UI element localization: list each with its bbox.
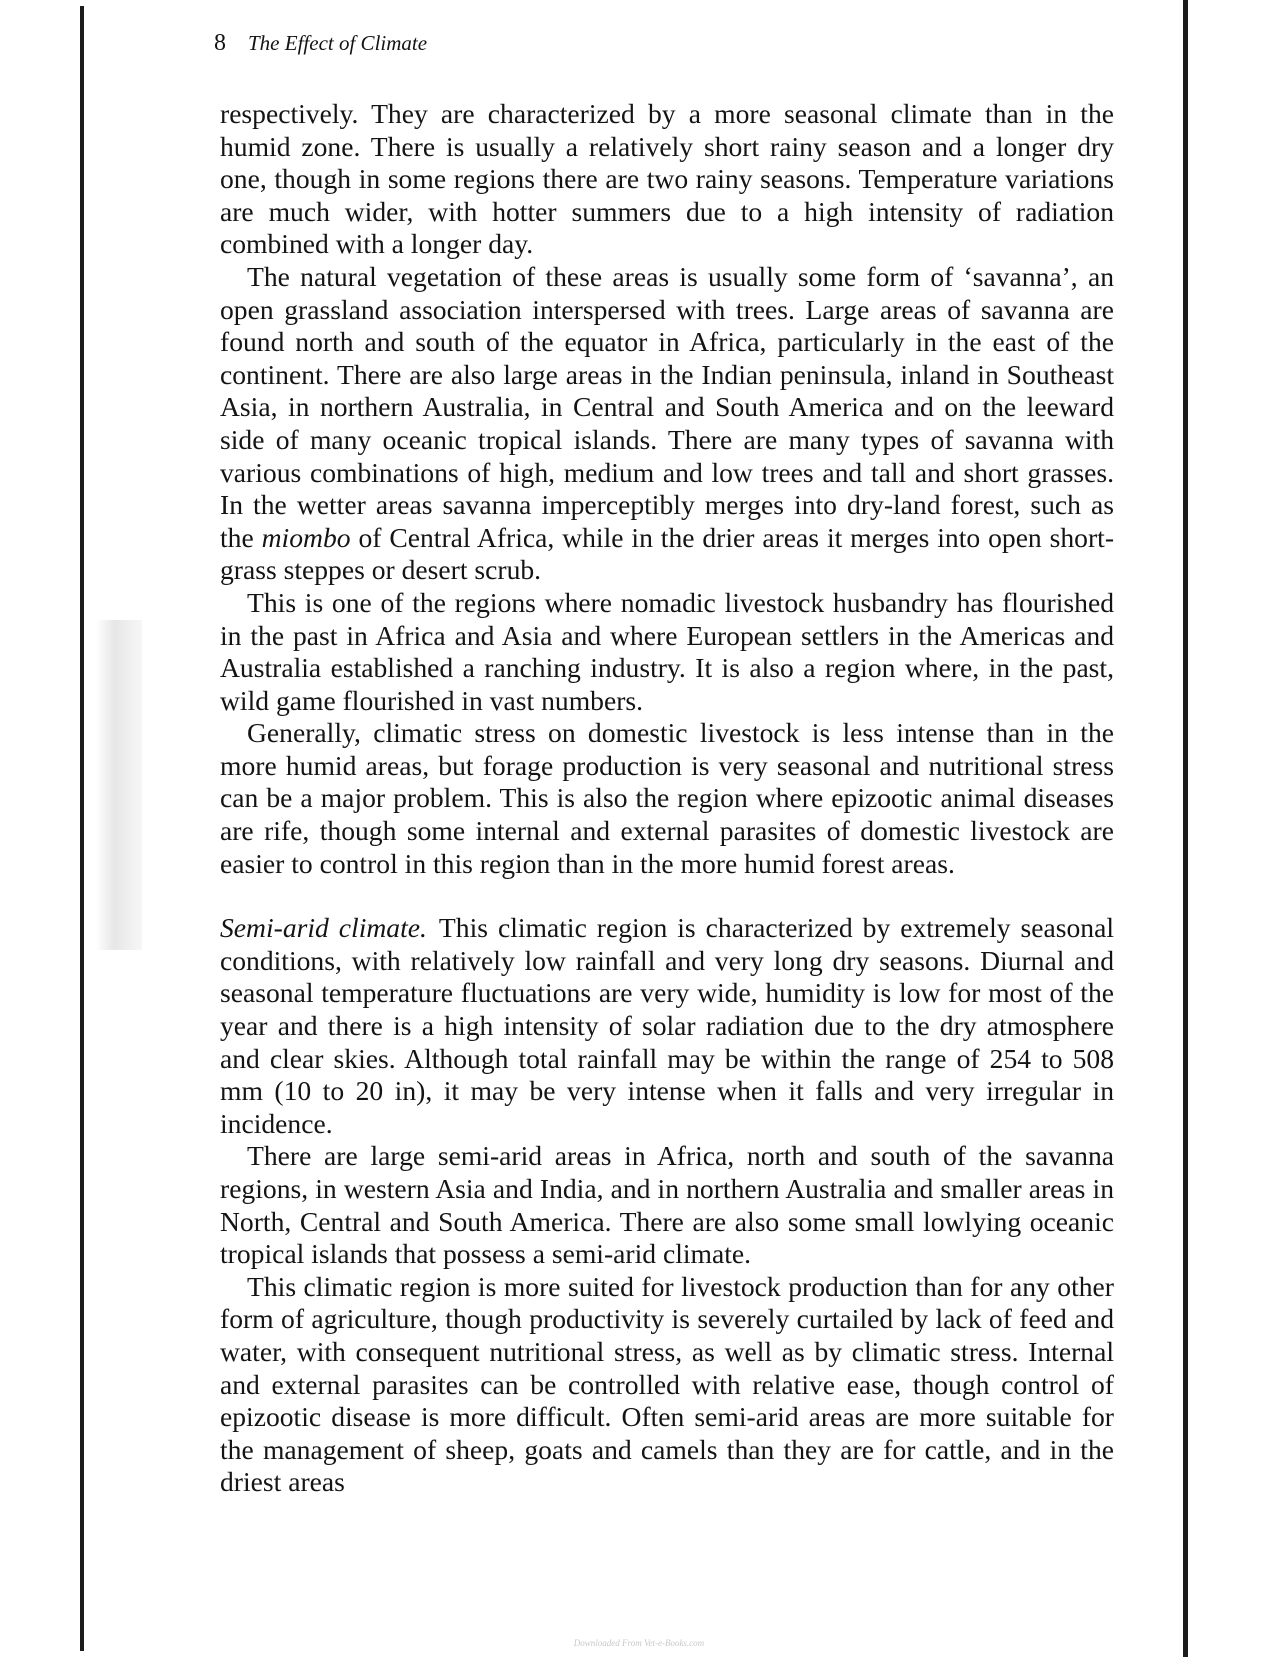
paragraph-6: There are large semi-arid areas in Africa, north and south of the savanna regions, in western Asia and India, and in northern Australia and smaller areas in North, Central and South America. There are also some small lowlying oceanic tropical islands that possess a semi-arid climate. xyxy=(220,1140,1114,1270)
paragraph-3: This is one of the regions where nomadic livestock husbandry has flourished in the past in Africa and Asia and where European settlers in the Americas and Australia established a ranching industry. It is also a region where, in the past, wild game flourished in vast numbers. xyxy=(220,586,1114,716)
body-text xyxy=(220,98,1114,1499)
paragraph-7: This climatic region is more suited for livestock production than for any other form of agriculture, though productivity is severely curtailed by lack of feed and water, with consequent nutritional stress, as well as by climatic stress. Internal and external parasites can be controlled with relative ease, though control of epizootic disease is more difficult. Often semi-arid areas are more suitable for the management of sheep, goats and camels than they are for cattle, and in the driest areas xyxy=(220,1270,1114,1498)
paragraph-2 xyxy=(220,261,1114,587)
scan-edge-right xyxy=(1183,0,1188,1657)
running-head xyxy=(214,30,427,57)
running-title: The Effect of Climate xyxy=(248,31,428,55)
scan-edge-left xyxy=(80,6,84,1651)
page-number: 8 xyxy=(214,30,226,56)
miombo-term: miombo xyxy=(261,521,351,553)
paragraph-5 xyxy=(220,912,1114,1140)
paragraph-2-part-1: The natural vegetation of these areas is usually some form of ‘savanna’, an open grassland association interspersed with trees. Large areas of savanna are found north and south of the equator in Africa, particularly in the east of the continent. There are also large areas in the Indian peninsula, inland in Southeast Asia, in northern Australia, in Central and South America and on the leeward side of many oceanic tropical islands. There are many types of savanna with various combinations of high, medium and low trees and tall and short grasses. In the wetter areas savanna imperceptibly merges into dry-land forest, such as the xyxy=(220,260,1114,553)
paragraph-2-part-2: of Central Africa, while in the drier areas it merges into open short-grass steppes or desert scrub. xyxy=(220,521,1115,586)
paragraph-4: Generally, climatic stress on domestic livestock is less intense than in the more humid areas, but forage production is very seasonal and nutritional stress can be a major problem. This is also the region where epizootic animal diseases are rife, though some internal and external parasites of domestic livestock are easier to control in this region than in the more humid forest areas. xyxy=(220,717,1114,879)
download-watermark: Downloaded From Vet-e-Books.com xyxy=(573,1638,705,1648)
section-heading-semi-arid: Semi-arid climate. xyxy=(220,912,427,944)
paragraph-1: respectively. They are characterized by a more seasonal climate than in the humid zone. There is usually a relatively short rainy season and a longer dry one, though in some regions there are two rainy seasons. Temperature variations are much wider, with hotter summers due to a high intensity of radiation combined with a longer day. xyxy=(220,98,1114,260)
paragraph-5-text: This climatic region is characterized by extremely seasonal conditions, with relatively low rainfall and very long dry seasons. Diurnal and seasonal temperature fluctuations are very wide, humidity is low for most of the year and there is a high intensity of solar radiation due to the dry atmosphere and clear skies. Although total rainfall may be within the range of 254 to 508 mm (10 to 20 in), it may be very intense when it falls and very irregular in incidence. xyxy=(220,912,1115,1139)
scan-smudge xyxy=(96,620,142,950)
